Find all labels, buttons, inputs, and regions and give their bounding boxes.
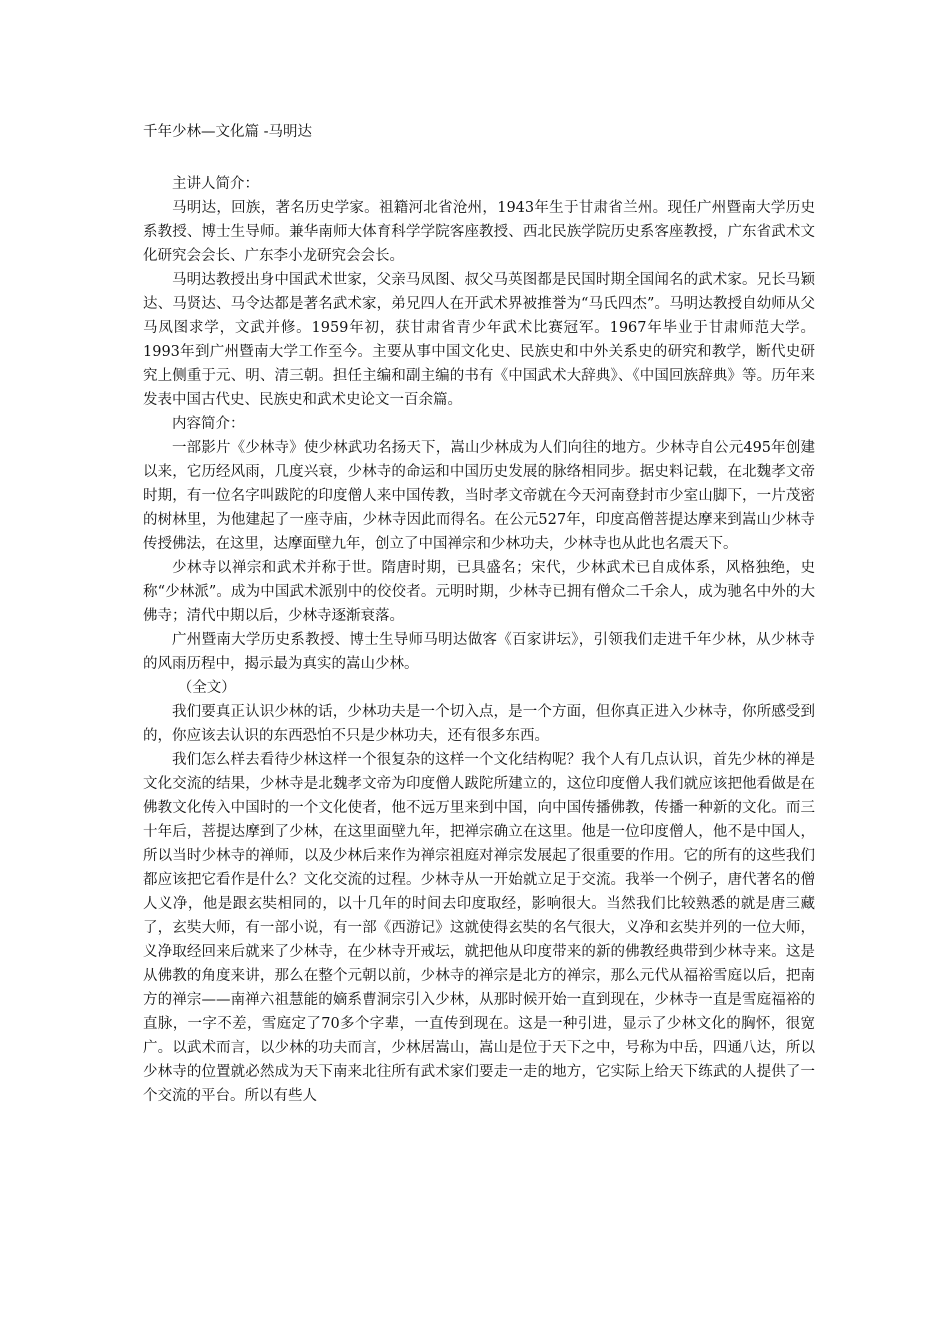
speaker-bio-paragraph: 马明达，回族，著名历史学家。祖籍河北省沧州，1943年生于甘肃省兰州。现任广州暨南大学历史系教授、博士生导师。兼华南师大体育科学学院客座教授、西北民族学院历史系客座教授，广东省武术文化研究会会长、广东李小龙研究会会长。 bbox=[143, 200, 815, 264]
content-intro-paragraph: 少林寺以禅宗和武术并称于世。隋唐时期，已具盛名；宋代，少林武术已自成体系，风格独绝，史称“少林派”。成为中国武术派别中的佼佼者。元明时期，少林寺已拥有僧众二千余人，成为驰名中外的大佛寺；清代中期以后，少林寺逐渐衰落。 bbox=[143, 560, 815, 624]
document-body bbox=[143, 120, 815, 1108]
fulltext-label: （全文） bbox=[177, 680, 236, 696]
content-intro-paragraph: 一部影片《少林寺》使少林武功名扬天下，嵩山少林成为人们向往的地方。少林寺自公元495年创建以来，它历经风雨，几度兴衰，少林寺的命运和中国历史发展的脉络相同步。据史料记载，在北魏孝文帝时期，有一位名字叫跋陀的印度僧人来中国传教，当时孝文帝就在今天河南登封市少室山脚下，一片茂密的树林里，为他建起了一座寺庙，少林寺因此而得名。在公元527年，印度高僧菩提达摩来到嵩山少林寺传授佛法，在这里，达摩面壁九年，创立了中国禅宗和少林功夫，少林寺也从此也名震天下。 bbox=[143, 440, 815, 552]
speaker-bio-paragraph: 马明达教授出身中国武术世家，父亲马凤图、叔父马英图都是民国时期全国闻名的武术家。兄长马颖达、马贤达、马令达都是著名武术家，弟兄四人在开武术界被推誉为“马氏四杰”。马明达教授自幼师从父马凤图求学，文武并修。1959年初，获甘肃省青少年武术比赛冠军。1967年毕业于甘肃师范大学。1993年到广州暨南大学工作至今。主要从事中国文化史、民族史和中外关系史的研究和教学，断代史研究上侧重于元、明、清三朝。担任主编和副主编的书有《中国武术大辞典》、《中国回族辞典》等。历年来发表中国古代史、民族史和武术史论文一百余篇。 bbox=[143, 272, 815, 408]
fulltext-paragraph: 我们怎么样去看待少林这样一个很复杂的这样一个文化结构呢？我个人有几点认识，首先少林的禅是文化交流的结果，少林寺是北魏孝文帝为印度僧人跋陀所建立的，这位印度僧人我们就应该把他看做是在佛教文化传入中国时的一个文化使者，他不远万里来到中国，向中国传播佛教，传播一种新的文化。而三十年后，菩提达摩到了少林，在这里面壁九年，把禅宗确立在这里。他是一位印度僧人，他不是中国人，所以当时少林寺的禅师，以及少林后来作为禅宗祖庭对禅宗发展起了很重要的作用。它的所有的这些我们都应该把它看作是什么？文化交流的过程。少林寺从一开始就立足于交流。我举一个例子，唐代著名的僧人义净，他是跟玄奘相同的，以十几年的时间去印度取经，影响很大。当然我们比较熟悉的就是唐三藏了，玄奘大师，有一部小说，有一部《西游记》这就使得玄奘的名气很大，义净和玄奘并列的一位大师，义净取经回来后就来了少林寺，在少林寺开戒坛，就把他从印度带来的新的佛教经典带到少林寺来。这是从佛教的角度来讲，那么在整个元朝以前，少林寺的禅宗是北方的禅宗，那么元代从福裕雪庭以后，把南方的禅宗——南禅六祖慧能的嫡系曹洞宗引入少林，从那时候开始一直到现在，少林寺一直是雪庭福裕的直脉，一字不差，雪庭定了70多个字辈，一直传到现在。这是一种引进，显示了少林文化的胸怀，很宽广。以武术而言，以少林的功夫而言，少林居嵩山，嵩山是位于天下之中，号称为中岳，四通八达，所以少林寺的位置就必然成为天下南来北往所有武术家们要走一走的地方，它实际上给天下练武的人提供了一个交流的平台。所以有些人 bbox=[143, 752, 815, 1104]
fulltext-paragraph: 我们要真正认识少林的话，少林功夫是一个切入点，是一个方面，但你真正进入少林寺，你所感受到的，你应该去认识的东西恐怕不只是少林功夫，还有很多东西。 bbox=[143, 704, 815, 744]
document-title: 千年少林—文化篇 -马明达 bbox=[143, 124, 313, 140]
content-intro-heading: 内容简介： bbox=[172, 416, 245, 432]
content-intro-paragraph: 广州暨南大学历史系教授、博士生导师马明达做客《百家讲坛》，引领我们走进千年少林，从少林寺的风雨历程中，揭示最为真实的嵩山少林。 bbox=[143, 632, 815, 672]
speaker-intro-heading: 主讲人简介： bbox=[172, 176, 259, 192]
